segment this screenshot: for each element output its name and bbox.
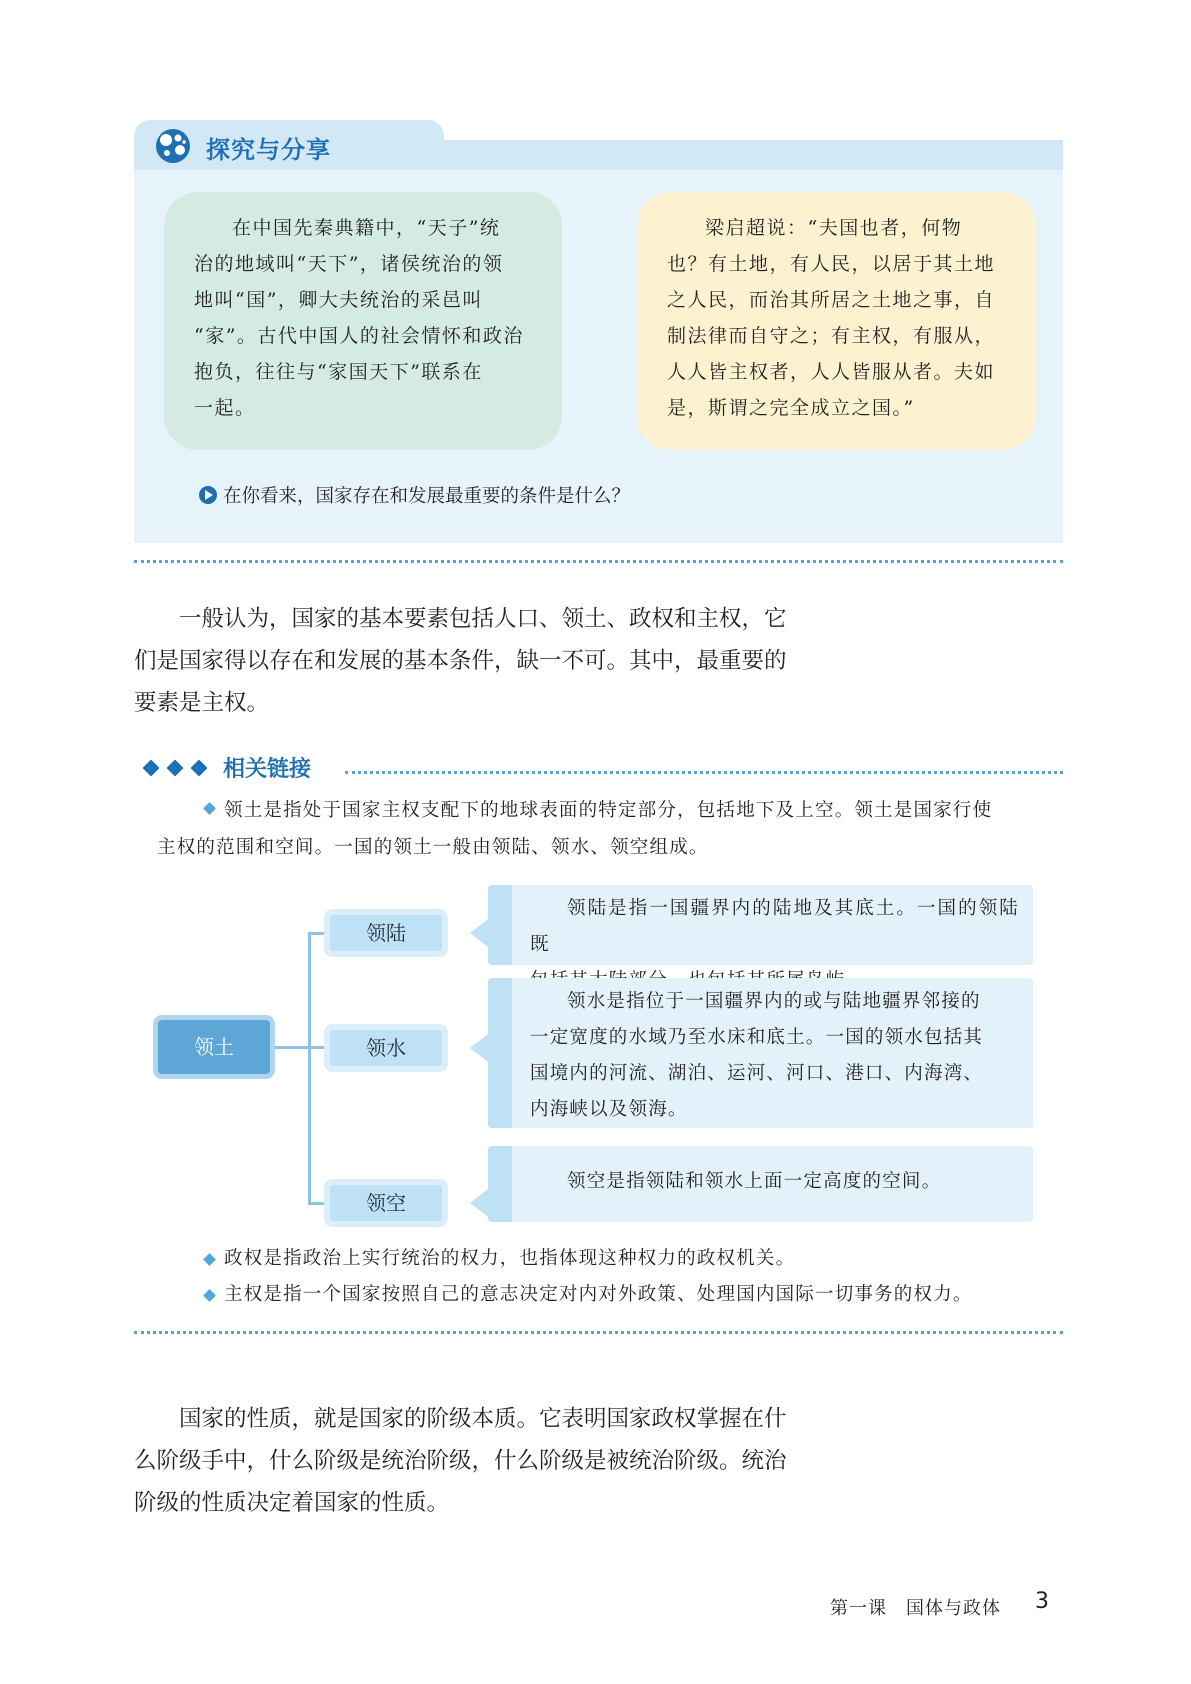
related-links-title: 相关链接 xyxy=(223,757,312,782)
desc-line: 领陆是指一国疆界内的陆地及其底土。一国的领陆既 xyxy=(530,898,1019,955)
quote-line: 抱负，往往与“家国天下”联系在 xyxy=(194,361,483,383)
desc-line: 领水是指位于一国疆界内的或与陆地疆界邻接的 xyxy=(567,991,981,1012)
explore-share-box xyxy=(134,120,1063,543)
quote-line: 是，斯谓之完全成立之国。” xyxy=(667,397,915,419)
territory-line-text: 领土是指处于国家主权支配下的地球表面的特定部分，包括地下及上空。领土是国家行使 xyxy=(224,800,993,821)
pointer-icon xyxy=(470,919,488,947)
explore-icon xyxy=(154,127,192,165)
paragraph-line: 要素是主权。 xyxy=(134,690,270,716)
quote-line: 地叫“国”，卿大夫统治的采邑叫 xyxy=(194,289,483,311)
quote-line: 人人皆主权者，人人皆服从者。夫如 xyxy=(667,361,996,383)
territory-line: 主权的范围和空间。一国的领土一般由领陆、领水、领空组成。 xyxy=(157,837,709,858)
regime-text: 政权是指政治上实行统治的权力，也指体现这种权力的政权机关。 xyxy=(224,1248,796,1269)
land-description xyxy=(488,885,1033,965)
quote-line: 也？有土地，有人民，以居于其土地 xyxy=(667,253,996,275)
quote-card-tianxia xyxy=(164,192,562,450)
tree-node-land: 领陆 xyxy=(330,915,442,951)
sovereignty-text: 主权是指一个国家按照自己的意志决定对内对外政策、处理国内国际一切事务的权力。 xyxy=(224,1284,973,1305)
quote-line: 梁启超说：“夫国也者，何物 xyxy=(705,217,963,239)
pointer-icon xyxy=(470,1189,488,1217)
body-paragraph-elements xyxy=(134,598,824,724)
desc-line: 领空是指领陆和领水上面一定高度的空间。 xyxy=(567,1171,942,1192)
diamond-icon xyxy=(167,759,184,776)
sovereignty-definition xyxy=(205,1280,1065,1310)
tree-connector xyxy=(308,933,311,1203)
quote-line: “家”。古代中国人的社会情怀和政治 xyxy=(194,325,524,347)
paragraph-line: 国家的性质，就是国家的阶级本质。它表明国家政权掌握在什 xyxy=(179,1406,787,1432)
air-description xyxy=(488,1146,1033,1222)
tree-connector xyxy=(308,1202,330,1205)
quote-line: 制法律而自守之；有主权，有服从， xyxy=(667,325,996,347)
paragraph-line: 么阶级手中，什么阶级是统治阶级，什么阶级是被统治阶级。统治 xyxy=(134,1448,787,1474)
desc-line: 国境内的河流、湖泊、运河、河口、港口、内海湾、 xyxy=(530,1063,984,1084)
quote-line: 一起。 xyxy=(194,397,256,419)
quote-line: 治的地域叫“天下”，诸侯统治的领 xyxy=(194,253,504,275)
body-paragraph-nature xyxy=(134,1398,824,1524)
tree-connector xyxy=(270,1046,330,1049)
divider xyxy=(134,1331,1063,1334)
divider xyxy=(134,560,1063,563)
tree-node-air: 领空 xyxy=(330,1185,442,1221)
territory-line xyxy=(157,792,1050,829)
explore-header-band xyxy=(434,140,1063,172)
quote-line: 之人民，而治其所居之土地之事，自 xyxy=(667,289,996,311)
quote-line: 在中国先秦典籍中，“天子”统 xyxy=(232,217,501,239)
pointer-icon xyxy=(470,1034,488,1062)
paragraph-line: 们是国家得以存在和发展的基本条件，缺一不可。其中，最重要的 xyxy=(134,648,787,674)
desc-line: 一定宽度的水域乃至水床和底土。一国的领水包括其 xyxy=(530,1027,984,1048)
page-number: 3 xyxy=(1035,1589,1049,1614)
quote-card-liang-qichao xyxy=(637,192,1036,450)
diamond-bullet-icon xyxy=(203,1253,216,1266)
water-description xyxy=(488,978,1033,1128)
footer-lesson-title: 第一课 国体与政体 xyxy=(830,1598,1001,1619)
regime-definition xyxy=(205,1244,1065,1274)
desc-line: 内海峡以及领海。 xyxy=(530,1099,688,1120)
diamond-icon xyxy=(143,759,160,776)
tree-connector xyxy=(308,932,330,935)
tree-node-water: 领水 xyxy=(330,1030,442,1066)
question-text: 在你看来，国家存在和发展最重要的条件是什么？ xyxy=(223,486,631,507)
arrow-right-icon xyxy=(199,486,217,504)
paragraph-line: 一般认为，国家的基本要素包括人口、领土、政权和主权，它 xyxy=(179,606,787,632)
diamond-icon xyxy=(191,759,208,776)
tree-root-territory: 领土 xyxy=(158,1020,270,1074)
discussion-question xyxy=(199,482,630,508)
territory-definition xyxy=(157,792,1050,866)
divider xyxy=(345,771,1063,774)
explore-title: 探究与分享 xyxy=(206,136,331,164)
paragraph-line: 阶级的性质决定着国家的性质。 xyxy=(134,1490,450,1516)
related-links-header xyxy=(145,752,311,783)
diamond-bullet-icon xyxy=(203,802,216,815)
diamond-bullet-icon xyxy=(203,1289,216,1302)
